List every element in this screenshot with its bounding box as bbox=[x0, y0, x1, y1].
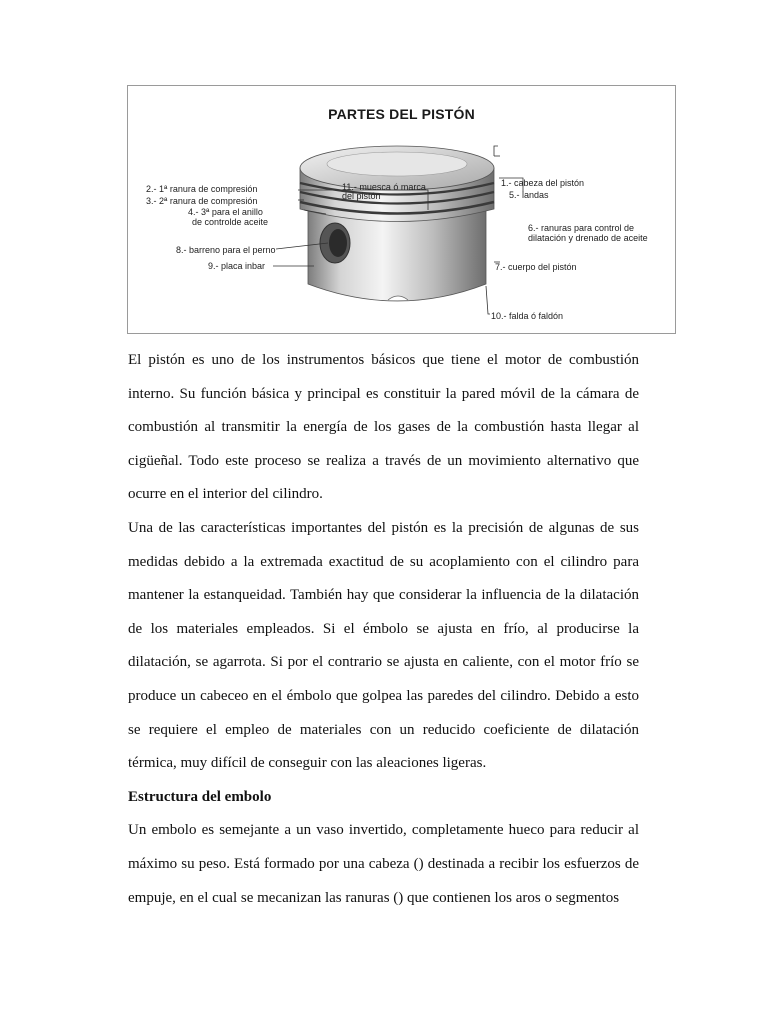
label-6b: dilatación y drenado de aceite bbox=[528, 233, 648, 243]
label-8: 8.- barreno para el perno bbox=[176, 245, 276, 255]
label-1: 1.- cabeza del pistón bbox=[501, 178, 585, 188]
label-5: 5.- landas bbox=[509, 190, 549, 200]
piston-diagram bbox=[127, 85, 676, 334]
label-6a: 6.- ranuras para control de bbox=[528, 223, 635, 233]
paragraph-structure: Un embolo es semejante a un vaso invertido, completamente hueco para reducir al máximo su peso. Está formado por una cabeza () destinada a recibir los esfuerzos de empuje, en el cual se mecanizan las ranuras () que contienen los aros o segmentos bbox=[128, 822, 639, 906]
body-text bbox=[128, 344, 639, 915]
label-3: 3.- 2ª ranura de compresión bbox=[146, 196, 258, 206]
label-11a: 11.- muesca ó marca bbox=[342, 182, 426, 192]
label-4a: 4.- 3ª para el anillo bbox=[188, 207, 263, 217]
label-11b: del pistón bbox=[342, 191, 381, 201]
label-9: 9.- placa inbar bbox=[208, 261, 266, 271]
label-7: 7.- cuerpo del pistón bbox=[495, 262, 577, 272]
paragraph-intro: El pistón es uno de los instrumentos básicos que tiene el motor de combustión interno. Su función básica y principal es constituir la pared móvil de la cámara de combustión al transmitir la energía de los gases de la combustión hasta llegar al cigüeñal. Todo este proceso se realiza a través de un movimiento alternativo que ocurre en el interior del cilindro. bbox=[128, 352, 639, 503]
section-heading: Estructura del embolo bbox=[128, 788, 272, 805]
paragraph-characteristics: Una de las características importantes del pistón es la precisión de algunas de sus medidas debido a la extremada exactitud de su acoplamiento con el cilindro para mantener la estanqueidad. También hay que considerar la influencia de la dilatación de los materiales empleados. Si el émbolo se ajusta en frío, al producirse la dilatación, se agarrota. Si por el contrario se ajusta en caliente, con el motor frío se produce un cabeceo en el émbolo que golpea las paredes del cilindro. Debido a esto se requiere el empleo de materiales con un reducido coeficiente de dilatación térmica, muy difícil de conseguir con las aleaciones ligeras. bbox=[128, 519, 639, 772]
label-10: 10.- falda ó faldón bbox=[491, 311, 564, 321]
label-2: 2.- 1ª ranura de compresión bbox=[146, 184, 258, 194]
figure-title: PARTES DEL PISTÓN bbox=[328, 106, 475, 122]
label-4b: de controlde aceite bbox=[192, 217, 269, 227]
